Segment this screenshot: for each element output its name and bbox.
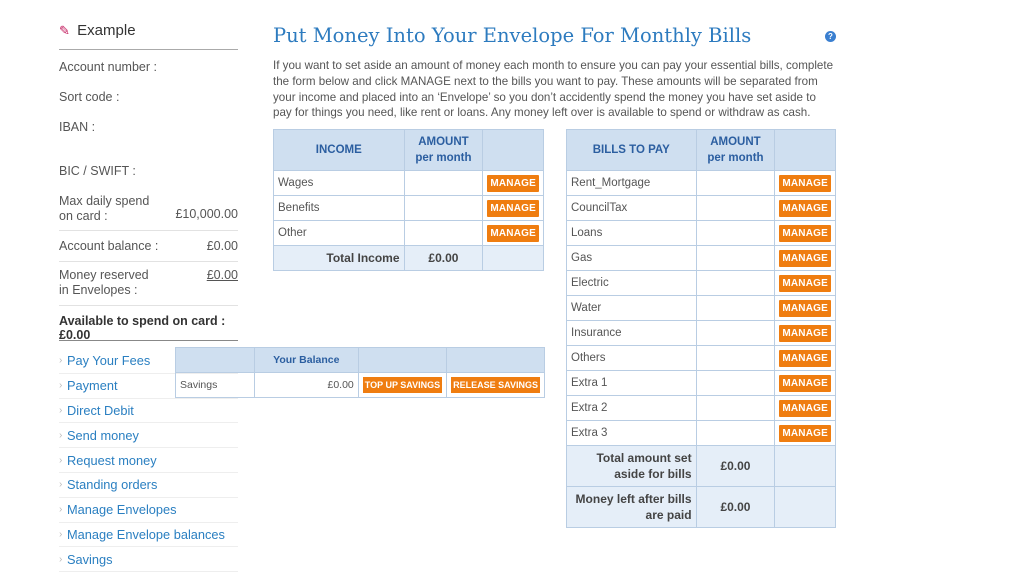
bill-label: CouncilTax [567, 196, 697, 221]
bills-action-header [775, 130, 836, 171]
manage-button[interactable]: MANAGE [779, 400, 831, 417]
reserved-value-link[interactable]: £0.00 [206, 268, 238, 282]
manage-button[interactable]: MANAGE [487, 200, 539, 217]
bill-label: Extra 2 [567, 396, 697, 421]
chevron-right-icon: › [59, 553, 63, 565]
table-row [567, 246, 836, 271]
bills-total-row [567, 446, 836, 487]
top-up-savings-button[interactable]: TOP UP SAVINGS [363, 377, 442, 393]
money-left-value: £0.00 [696, 487, 775, 528]
bill-amount-cell[interactable] [696, 396, 775, 421]
total-income-label: Total Income [274, 246, 405, 271]
savings-value: £0.00 [254, 373, 358, 398]
bill-amount-cell[interactable] [696, 371, 775, 396]
manage-button[interactable]: MANAGE [779, 350, 831, 367]
chevron-right-icon: › [59, 528, 63, 540]
chevron-right-icon: › [59, 404, 63, 416]
bill-label: Extra 1 [567, 371, 697, 396]
nav-standing-orders[interactable]: › Standing orders [59, 473, 238, 498]
chevron-right-icon: › [59, 479, 63, 491]
bill-amount-cell[interactable] [696, 246, 775, 271]
table-row [567, 221, 836, 246]
your-balance-header: Your Balance [254, 348, 358, 373]
table-row [567, 321, 836, 346]
chevron-right-icon: › [59, 454, 63, 466]
help-icon[interactable]: ? [825, 31, 836, 42]
bill-label: Gas [567, 246, 697, 271]
table-row [567, 271, 836, 296]
bill-label: Loans [567, 221, 697, 246]
bill-amount-cell[interactable] [696, 171, 775, 196]
bills-table [566, 129, 836, 528]
chevron-right-icon: › [59, 429, 63, 441]
bill-amount-cell[interactable] [696, 346, 775, 371]
available-to-spend: Available to spend on card :£0.00 [59, 314, 238, 341]
bill-amount-cell[interactable] [696, 196, 775, 221]
manage-button[interactable]: MANAGE [779, 325, 831, 342]
manage-button[interactable]: MANAGE [779, 225, 831, 242]
table-row [567, 371, 836, 396]
bill-amount-cell[interactable] [696, 296, 775, 321]
manage-button[interactable]: MANAGE [779, 425, 831, 442]
pencil-icon[interactable]: ✎ [59, 23, 70, 38]
manage-button[interactable]: MANAGE [779, 300, 831, 317]
nav-manage-envelopes[interactable]: › Manage Envelopes [59, 498, 238, 523]
page-title: Put Money Into Your Envelope For Monthly Bills [273, 24, 752, 47]
bill-label: Others [567, 346, 697, 371]
money-left-row [567, 487, 836, 528]
table-row [567, 171, 836, 196]
income-label: Wages [274, 171, 405, 196]
chevron-right-icon: › [59, 380, 63, 392]
income-header: INCOME [274, 130, 405, 171]
bill-label: Water [567, 296, 697, 321]
table-row [567, 296, 836, 321]
total-set-aside-value: £0.00 [696, 446, 775, 487]
account-number-row: Account number : [59, 60, 157, 74]
nav-payment[interactable]: › Payment [59, 374, 238, 399]
max-daily-value: £10,000.00 [175, 207, 238, 221]
table-row [567, 346, 836, 371]
bill-label: Electric [567, 271, 697, 296]
savings-label: Savings [176, 373, 255, 398]
bic-row: BIC / SWIFT : [59, 164, 136, 178]
available-value: £0.00 [59, 328, 91, 342]
total-income-value: £0.00 [404, 246, 483, 271]
income-amount-cell[interactable] [404, 171, 483, 196]
intro-text: If you want to set aside an amount of money each month to ensure you can pay your essential bills, complete the form below and click MANAGE next to the bills you want to pay. These amounts will be separated from your income and placed into an ‘Envelope’ so you don’t accidently spend the money you have set aside to pay for things you need, like rent or loans. Any money left over is available to spend or withdraw as cash. [273, 59, 834, 120]
account-title [59, 22, 238, 50]
bill-amount-cell[interactable] [696, 221, 775, 246]
table-row [176, 373, 545, 398]
nav-direct-debit[interactable]: › Direct Debit [59, 399, 238, 424]
manage-button[interactable]: MANAGE [779, 275, 831, 292]
manage-button[interactable]: MANAGE [779, 375, 831, 392]
income-amount-header: AMOUNT per month [404, 130, 483, 171]
bills-header: BILLS TO PAY [567, 130, 697, 171]
release-savings-button[interactable]: RELEASE SAVINGS [451, 377, 540, 393]
table-row [567, 421, 836, 446]
table-row [274, 221, 544, 246]
income-table [273, 129, 544, 271]
chevron-right-icon: › [59, 355, 63, 367]
account-balance-row: Account balance : £0.00 [59, 239, 238, 262]
max-daily-row: Max daily spend on card : £10,000.00 [59, 194, 238, 231]
manage-button[interactable]: MANAGE [779, 250, 831, 267]
iban-row: IBAN : [59, 120, 96, 134]
table-row [567, 396, 836, 421]
manage-button[interactable]: MANAGE [487, 175, 539, 192]
nav-request-money[interactable]: › Request money [59, 448, 238, 473]
total-set-aside-label: Total amount set aside for bills [567, 446, 697, 487]
income-total-row [274, 246, 544, 271]
bill-label: Extra 3 [567, 421, 697, 446]
account-name: Example [77, 22, 136, 39]
bill-amount-cell[interactable] [696, 271, 775, 296]
manage-button[interactable]: MANAGE [779, 200, 831, 217]
income-amount-cell[interactable] [404, 196, 483, 221]
nav-manage-envelope-balances[interactable]: › Manage Envelope balances [59, 523, 238, 548]
bill-label: Insurance [567, 321, 697, 346]
savings-balance-table [175, 347, 545, 398]
bill-amount-cell[interactable] [696, 321, 775, 346]
income-label: Other [274, 221, 405, 246]
bill-label: Rent_Mortgage [567, 171, 697, 196]
chevron-right-icon: › [59, 504, 63, 516]
money-left-label: Money left after bills are paid [567, 487, 697, 528]
bills-amount-header: AMOUNT per month [696, 130, 775, 171]
table-row [274, 196, 544, 221]
nav-savings[interactable]: › Savings [59, 547, 238, 572]
bill-amount-cell[interactable] [696, 421, 775, 446]
manage-button[interactable]: MANAGE [779, 175, 831, 192]
income-label: Benefits [274, 196, 405, 221]
income-action-header [483, 130, 544, 171]
reserved-row: Money reserved in Envelopes : £0.00 [59, 268, 238, 306]
account-balance-value: £0.00 [206, 239, 238, 253]
nav-send-money[interactable]: › Send money [59, 423, 238, 448]
nav-pay-your-fees[interactable]: › Pay Your Fees [59, 349, 238, 374]
sort-code-row: Sort code : [59, 90, 120, 104]
income-amount-cell[interactable] [404, 221, 483, 246]
table-row [274, 171, 544, 196]
manage-button[interactable]: MANAGE [487, 225, 539, 242]
table-row [567, 196, 836, 221]
